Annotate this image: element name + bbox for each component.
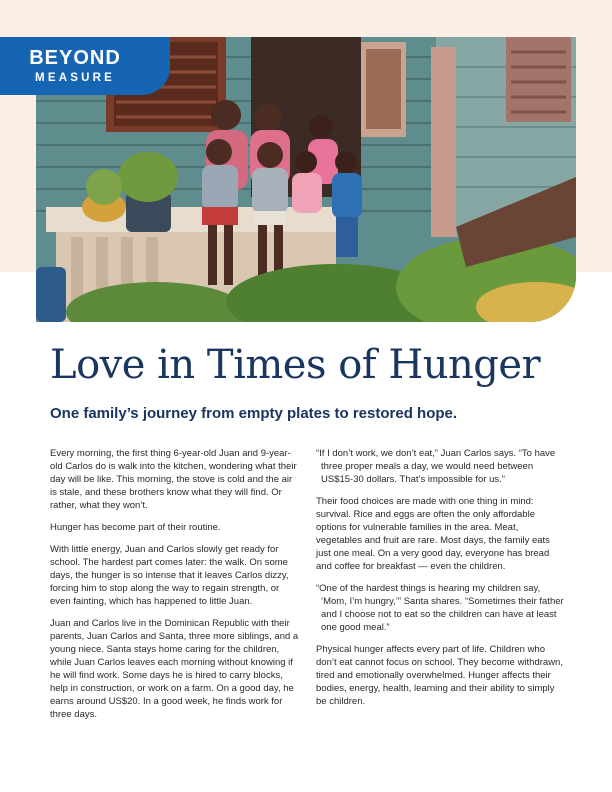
article-title: Love in Times of Hunger [50, 342, 541, 388]
paragraph: Every morning, the first thing 6-year-old Juan and 9-year-old Carlos do is walk into the kitchen, wondering what their day will be like. This morning, the stove is cold and the air is stale, and these brothers know what they will find. Or rather, what they won’t. [50, 448, 297, 511]
paragraph: Hunger has become part of their routine. [50, 522, 221, 533]
paragraph: Physical hunger affects every part of life. Children who don’t eat cannot focus on school. They become withdrawn, tired and emotionally overwhelmed. Hunger affects their bodies, energy, health, learning and their ability to simply be children. [316, 644, 563, 707]
paragraph: Their food choices are made with one thing in mind: survival. Rice and eggs are often the only affordable options for vulnerable families in the area. Meat, vegetables and fruit are rare. Most days, the family eats just one meal. On a very good day, everyone has bread and coffee for breakfast — even the children. [316, 496, 550, 572]
brand-line-2: MEASURE [35, 72, 115, 84]
quote-paragraph: “One of the hardest things is hearing my children say, ‘Mom, I’m hungry,’” Santa shares. “Sometimes their father and I choose not to eat so the children can have at least one good meal.” [316, 583, 564, 633]
paragraph: Juan and Carlos live in the Dominican Republic with their parents, Juan Carlos and Santa, three more siblings, and a young niece. Santa stays home caring for the children, while Juan Carlos leaves each morning without knowing if he will find work. Some days he is hired to carry blocks, help in construction, or work on a farm. On a good day, he earns around US$20. In a good week, he finds work for three days. [50, 618, 299, 720]
left-column [50, 447, 299, 730]
brand-logo [0, 37, 170, 95]
right-column [316, 447, 565, 717]
brand-line-1: BEYOND [29, 47, 121, 69]
article-subtitle: One family’s journey from empty plates to restored hope. [50, 405, 458, 422]
quote-paragraph: “If I don’t work, we don’t eat,” Juan Carlos says. “To have three proper meals a day, we would need between US$15-30 dollars. That’s impossible for us.” [316, 448, 556, 485]
paragraph: With little energy, Juan and Carlos slowly get ready for school. The hardest part comes later: the walk. On some days, the hunger is so intense that it leaves Carlos dizzy, forcing him to stop along the way to regain strength, or even fainting, which has happened to little Juan. [50, 544, 289, 607]
